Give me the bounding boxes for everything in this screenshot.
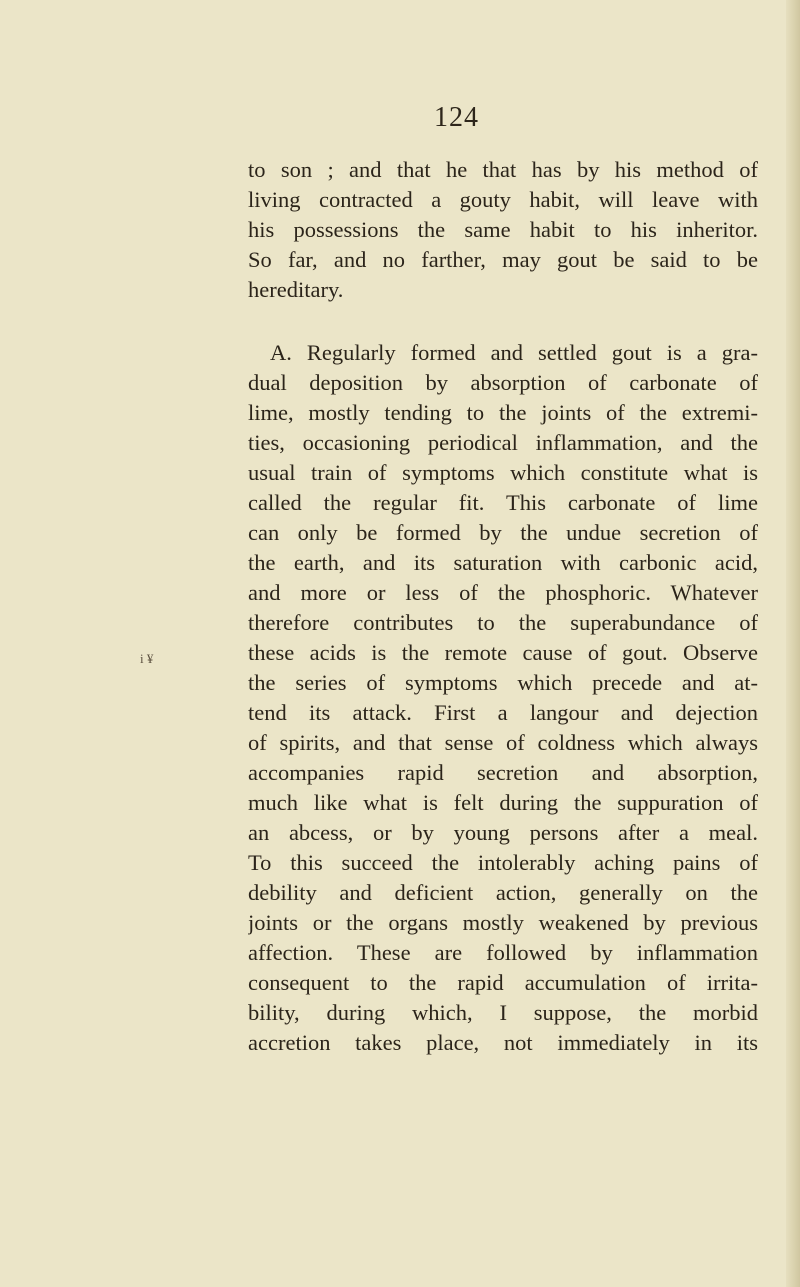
text-line: living contracted a gouty habit, will leave with bbox=[248, 187, 758, 212]
text-line: of spirits, and that sense of coldness which always bbox=[248, 730, 758, 755]
text-line: accretion takes place, not immediately in its bbox=[248, 1030, 758, 1055]
text-line: accompanies rapid secretion and absorption, bbox=[248, 760, 758, 785]
text-line: ties, occasioning periodical inflammation, and the bbox=[248, 430, 758, 455]
text-line: the series of symptoms which precede and at- bbox=[248, 670, 758, 695]
text-line: therefore contributes to the superabundance of bbox=[248, 610, 758, 635]
text-line: can only be formed by the undue secretion of bbox=[248, 520, 758, 545]
paragraph-2 bbox=[248, 338, 758, 1058]
body-text bbox=[248, 155, 758, 1058]
text-line: his possessions the same habit to his inheritor. bbox=[248, 217, 758, 242]
text-line: an abcess, or by young persons after a meal. bbox=[248, 820, 758, 845]
text-line: joints or the organs mostly weakened by previous bbox=[248, 910, 758, 935]
page-edge-shadow bbox=[786, 0, 800, 1287]
text-line: called the regular fit. This carbonate of lime bbox=[248, 490, 758, 515]
text-line: consequent to the rapid accumulation of irrita- bbox=[248, 970, 758, 995]
page-number: 124 bbox=[434, 102, 479, 133]
paragraph-gap bbox=[248, 305, 758, 338]
marginal-marks: i ¥ bbox=[140, 651, 154, 666]
text-line: these acids is the remote cause of gout. Observe bbox=[248, 640, 758, 665]
text-line: dual deposition by absorption of carbonate of bbox=[248, 370, 758, 395]
text-line: A. Regularly formed and settled gout is a gra- bbox=[270, 340, 758, 365]
text-line: much like what is felt during the suppuration of bbox=[248, 790, 758, 815]
paragraph-1 bbox=[248, 155, 758, 305]
text-line: affection. These are followed by inflammation bbox=[248, 940, 758, 965]
text-line: usual train of symptoms which constitute what is bbox=[248, 460, 758, 485]
text-line: hereditary. bbox=[248, 277, 344, 302]
text-line: tend its attack. First a langour and dejection bbox=[248, 700, 758, 725]
text-line: and more or less of the phosphoric. Whatever bbox=[248, 580, 758, 605]
text-line: To this succeed the intolerably aching pains of bbox=[248, 850, 758, 875]
text-line: debility and deficient action, generally on the bbox=[248, 880, 758, 905]
text-line: to son ; and that he that has by his method of bbox=[248, 157, 758, 182]
text-line: So far, and no farther, may gout be said to be bbox=[248, 247, 758, 272]
text-line: bility, during which, I suppose, the morbid bbox=[248, 1000, 758, 1025]
text-line: the earth, and its saturation with carbonic acid, bbox=[248, 550, 758, 575]
text-line: lime, mostly tending to the joints of the extremi- bbox=[248, 400, 758, 425]
